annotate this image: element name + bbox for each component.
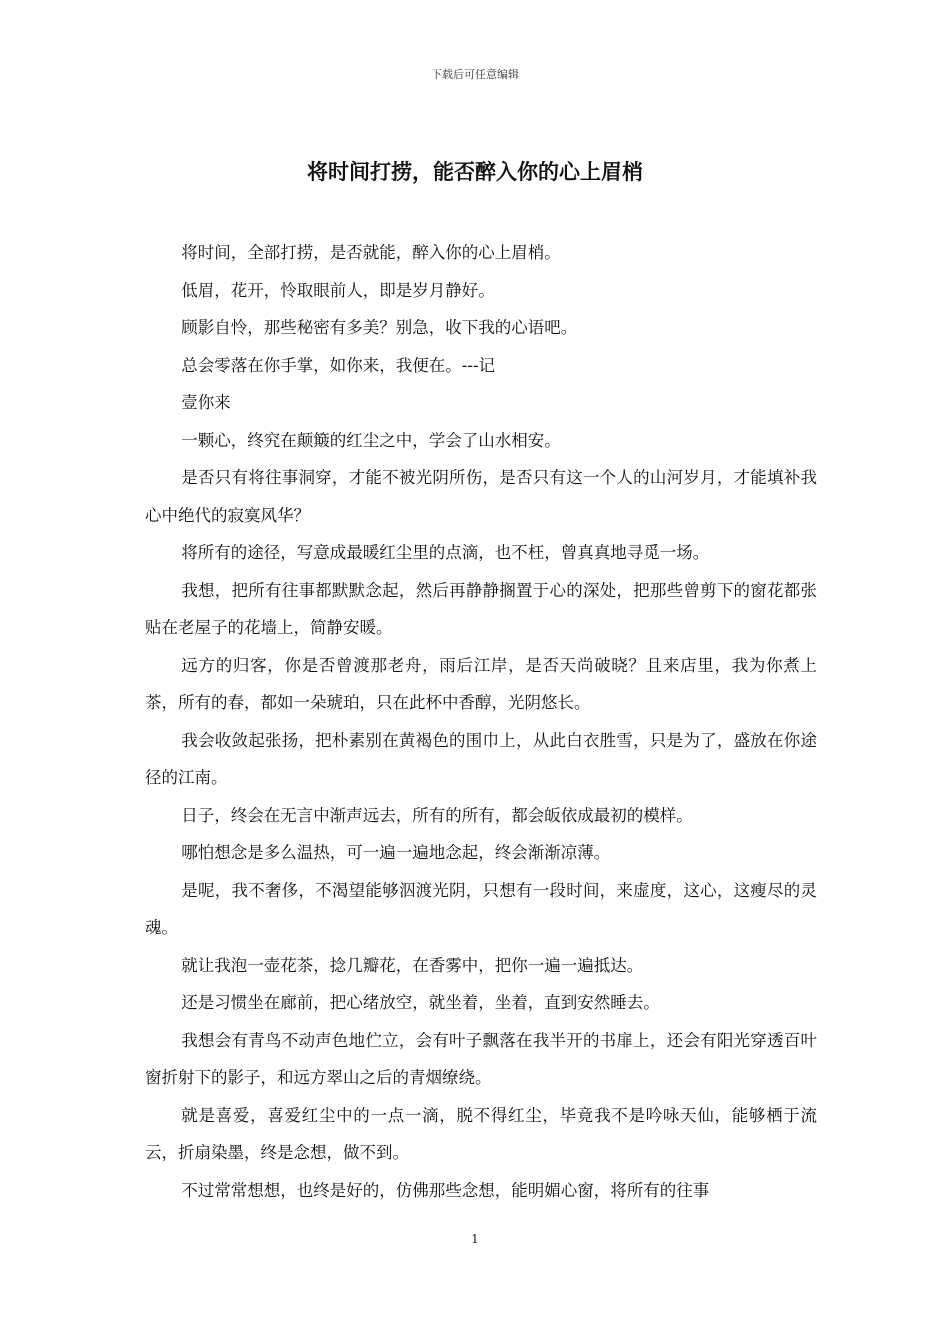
page-header: 下载后可任意编辑	[431, 68, 519, 81]
paragraph: 日子，终会在无言中渐声远去，所有的所有，都会皈依成最初的模样。	[181, 805, 693, 825]
paragraph: 我想，把所有往事都默默念起，然后再静静搁置于心的深处，把那些曾剪下的窗花都张贴在老屋子的花墙上，简静安暖。	[145, 580, 817, 637]
paragraph: 就是喜爱，喜爱红尘中的一点一滴，脱不得红尘，毕竟我不是吟咏天仙，能够栖于流云，折扇染墨，终是念想，做不到。	[145, 1105, 817, 1162]
paragraph: 是否只有将往事洞穿，才能不被光阴所伤，是否只有这一个人的山河岁月，才能填补我心中绝代的寂寞风华？	[145, 468, 817, 525]
document-body	[145, 234, 817, 1209]
paragraph: 顾影自怜，那些秘密有多美？别急，收下我的心语吧。	[181, 318, 578, 337]
paragraph: 哪怕想念是多么温热，可一遍一遍地念起，终会渐渐凉薄。	[181, 843, 611, 862]
paragraph: 将时间，全部打捞，是否就能，醉入你的心上眉梢。	[181, 243, 561, 262]
paragraph: 还是习惯坐在廊前，把心绪放空，就坐着，坐着，直到安然睡去。	[181, 993, 660, 1012]
paragraph: 将所有的途径，写意成最暖红尘里的点滴，也不枉，曾真真地寻觅一场。	[181, 543, 710, 562]
paragraph: 就让我泡一壶花茶，捻几瓣花，在香雾中，把你一遍一遍抵达。	[181, 955, 644, 975]
document-title: 将时间打捞，能否醉入你的心上眉梢	[307, 159, 643, 184]
paragraph: 不过常常想想，也终是好的，仿佛那些念想，能明媚心窗，将所有的往事	[181, 1180, 710, 1200]
paragraph: 我会收敛起张扬，把朴素别在黄褐色的围巾上，从此白衣胜雪，只是为了，盛放在你途径的江南。	[145, 730, 817, 787]
paragraph: 我想会有青鸟不动声色地伫立，会有叶子飘落在我半开的书扉上，还会有阳光穿透百叶窗折射下的影子，和远方翠山之后的青烟缭绕。	[145, 1030, 817, 1087]
paragraph: 低眉，花开，怜取眼前人，即是岁月静好。	[181, 280, 495, 300]
paragraph: 远方的归客，你是否曾渡那老舟，雨后江岸，是否天尚破晓？且来店里，我为你煮上茶，所有的春，都如一朵琥珀，只在此杯中香醇，光阴悠长。	[145, 655, 817, 712]
page-number: 1	[471, 1232, 479, 1246]
paragraph: 是呢，我不奢侈，不渴望能够泅渡光阴，只想有一段时间，来虚度，这心，这瘦尽的灵魂。	[145, 880, 817, 937]
paragraph: 总会零落在你手掌，如你来，我便在。---记	[181, 355, 496, 375]
section-heading: 壹你来	[181, 393, 231, 412]
paragraph: 一颗心，终究在颠簸的红尘之中，学会了山水相安。	[181, 430, 561, 450]
